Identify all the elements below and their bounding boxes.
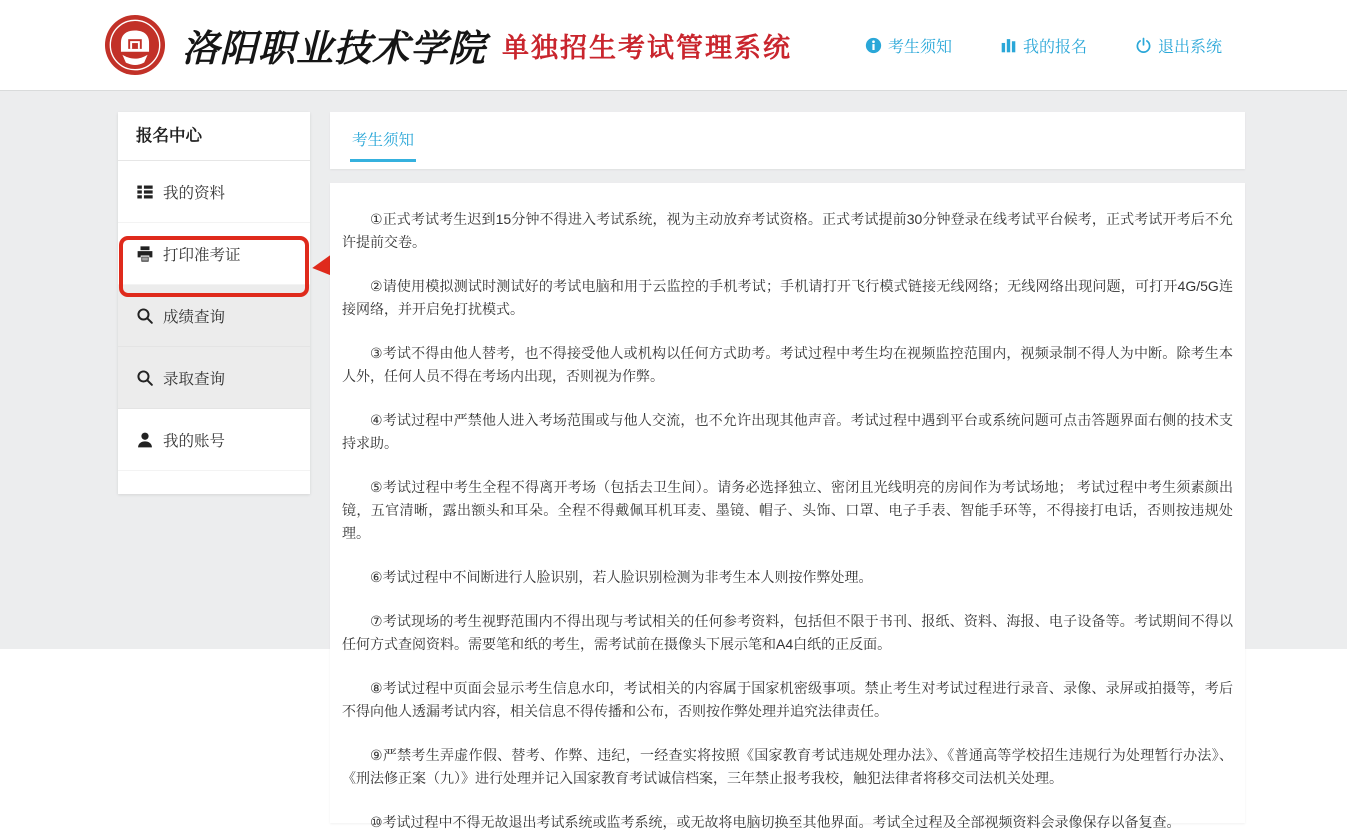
nav-item-notice[interactable] — [865, 34, 952, 57]
tab-candidate-notice[interactable]: 考生须知 — [350, 128, 416, 162]
notice-content — [330, 183, 1245, 830]
notice-paragraph-6: ⑥考试过程中不间断进行人脸识别，若人脸识别检测为非考生本人则按作弊处理。 — [370, 569, 873, 585]
sidebar-item-score-query[interactable] — [118, 285, 310, 347]
app-header — [0, 0, 1347, 90]
sidebar-item-my-account[interactable] — [118, 409, 310, 471]
notice-paragraph-1: ①正式考试考生迟到15分钟不得进入考试系统，视为主动放弃考试资格。正式考试提前30分钟登录在线考试平台候考，正式考试开考后不允许提前交卷。 — [342, 211, 1233, 250]
notice-paragraph-8: ⑧考试过程中页面会显示考生信息水印，考试相关的内容属于国家机密级事项。禁止考生对考试过程进行录音、录像、录屏或拍摄等，考后不得向他人透漏考试内容，相关信息不得传播和公布，否则按作弊处理并追究法律责任。 — [342, 680, 1233, 719]
school-logo — [104, 14, 166, 76]
sidebar-item-my-info[interactable] — [118, 161, 310, 223]
info-icon — [865, 37, 882, 54]
notice-paragraph-7: ⑦考试现场的考生视野范围内不得出现与考试相关的任何参考资料，包括但不限于书刊、报纸、资料、海报、电子设备等。考试期间不得以任何方式查阅资料。需要笔和纸的考生，需考试前在摄像头下展示笔和A4白纸的正反面。 — [342, 613, 1233, 652]
school-seal-icon — [104, 14, 166, 76]
nav-item-logout[interactable] — [1135, 34, 1222, 57]
school-name: 洛阳职业技术学院 — [182, 26, 486, 70]
sidebar-item-label: 我的资料 — [163, 184, 226, 202]
system-title: 单独招生考试管理系统 — [502, 32, 792, 63]
sidebar-title: 报名中心 — [118, 112, 310, 161]
printer-icon — [136, 245, 154, 263]
sidebar-item-label: 打印准考证 — [163, 246, 241, 264]
sidebar-item-admission-query[interactable] — [118, 347, 310, 409]
notice-paragraph-4: ④考试过程中严禁他人进入考场范围或与他人交流，也不允许出现其他声音。考试过程中遇到平台或系统问题可点击答题界面右侧的技术支持求助。 — [342, 412, 1233, 451]
notice-paragraph-9: ⑨严禁考生弄虚作假、替考、作弊、违纪，一经查实将按照《国家教育考试违规处理办法》、《普通高等学校招生违规行为处理暂行办法》、《刑法修正案（九）》进行处理并记入国家教育考试诚信档案，三年禁止报考我校，触犯法律者将移交司法机关处理。 — [342, 747, 1233, 786]
search-icon — [136, 369, 154, 387]
notice-paragraph-5: ⑤考试过程中考生全程不得离开考场（包括去卫生间）。请务必选择独立、密闭且光线明亮的房间作为考试场地； 考试过程中考生须素颜出镜，五官清晰，露出额头和耳朵。全程不得戴佩耳机耳麦、墨镜、帽子、头饰、口罩、电子手表、智能手环等，不得接打电话，否则按违规处理。 — [342, 479, 1233, 541]
sidebar-item-label: 成绩查询 — [163, 308, 226, 326]
list-icon — [136, 183, 154, 201]
bar-chart-icon — [1000, 37, 1017, 54]
top-nav — [865, 34, 1222, 57]
sidebar — [118, 112, 310, 494]
tab-bar — [330, 112, 1245, 169]
nav-item-my-registration[interactable] — [1000, 34, 1087, 57]
notice-paragraph-3: ③考试不得由他人替考，也不得接受他人或机构以任何方式助考。考试过程中考生均在视频监控范围内，视频录制不得人为中断。除考生本人外，任何人员不得在考场内出现，否则视为作弊。 — [342, 345, 1233, 384]
power-icon — [1135, 37, 1152, 54]
sidebar-item-label: 录取查询 — [163, 370, 226, 388]
search-icon — [136, 307, 154, 325]
nav-item-label: 我的报名 — [1022, 38, 1087, 56]
sidebar-item-label: 我的账号 — [163, 432, 226, 450]
notice-paragraph-10: ⑩考试过程中不得无故退出考试系统或监考系统，或无故将电脑切换至其他界面。考试全过程及全部视频资料会录像保存以备复查。 — [370, 814, 1181, 830]
user-icon — [136, 431, 154, 449]
nav-item-label: 考生须知 — [887, 38, 952, 56]
sidebar-item-print-admission-ticket[interactable] — [118, 223, 310, 285]
notice-paragraph-2: ②请使用模拟测试时测试好的考试电脑和用于云监控的手机考试；手机请打开飞行模式链接无线网络；无线网络出现问题，可打开4G/5G连接网络，并开启免打扰模式。 — [342, 278, 1233, 317]
nav-item-label: 退出系统 — [1157, 38, 1222, 56]
